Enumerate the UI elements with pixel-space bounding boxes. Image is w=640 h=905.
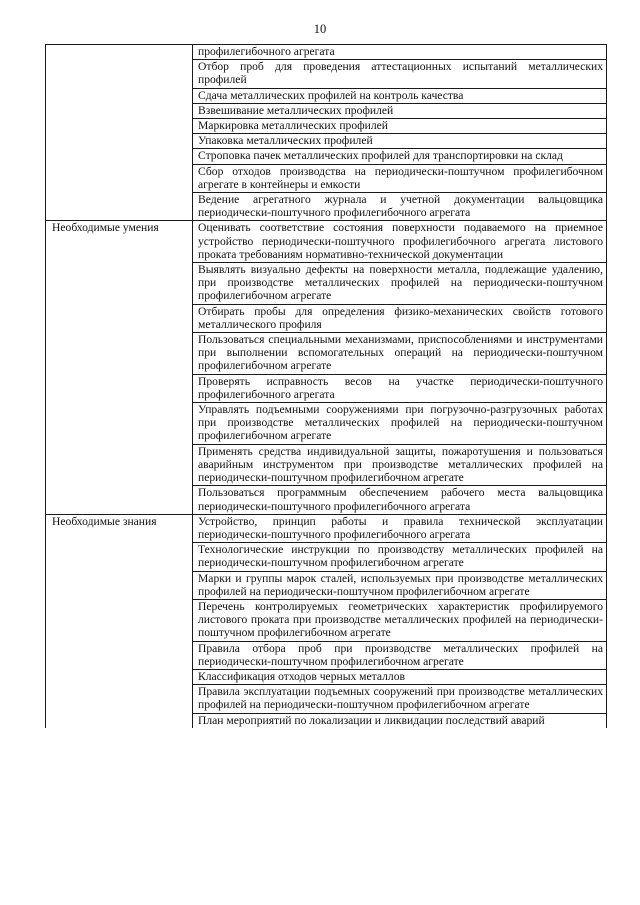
list-item: Технологические инструкции по производству металлических профилей на периодически-поштучном профилегибочном агрегате: [193, 543, 607, 571]
list-item: Перечень контролируемых геометрических характеристик профилируемого листового проката при производстве металлических профилей на периодически-поштучном профилегибочном агрегате: [193, 599, 607, 641]
list-item: Сдача металлических профилей на контроль качества: [193, 88, 607, 103]
list-item: Выявлять визуально дефекты на поверхности металла, подлежащие удалению, при производстве металлических профилей на периодически-поштучном профилегибочном агрегате: [193, 263, 607, 305]
list-item: Маркировка металлических профилей: [193, 119, 607, 134]
list-item: Классификация отходов черных металлов: [193, 669, 607, 684]
list-item: Проверять исправность весов на участке периодически-поштучного профилегибочного агрегата: [193, 374, 607, 402]
list-item: Взвешивание металлических профилей: [193, 103, 607, 118]
list-item: Устройство, принцип работы и правила технической эксплуатации периодически-поштучного профилегибочного агрегата: [193, 514, 607, 542]
list-item: Ведение агрегатного журнала и учетной документации вальцовщика периодически-поштучного профилегибочного агрегата: [193, 193, 607, 221]
list-item: Правила отбора проб при производстве металлических профилей на периодически-поштучном профилегибочном агрегате: [193, 641, 607, 669]
list-item: Управлять подъемными сооружениями при погрузочно-разгрузочных работах при производстве металлических профилей на периодически-поштучном профилегибочном агрегате: [193, 403, 607, 445]
knowledge-label: Необходимые знания: [46, 514, 193, 728]
table-row: [46, 221, 607, 263]
continuation-label-cell: [46, 45, 193, 221]
skills-label: Необходимые умения: [46, 221, 193, 514]
page-number: 10: [313, 22, 327, 36]
list-item: Пользоваться специальными механизмами, приспособлениями и инструментами при выполнении вспомогательных операций на периодически-поштучном профилегибочном агрегате: [193, 333, 607, 375]
list-item: профилегибочного агрегата: [193, 45, 607, 60]
table-row: [46, 514, 607, 542]
table-row: [46, 45, 607, 60]
requirements-table: [45, 44, 607, 728]
list-item: Сбор отходов производства на периодически-поштучном профилегибочном агрегате в контейнеры и емкости: [193, 164, 607, 192]
list-item: Пользоваться программным обеспечением рабочего места вальцовщика периодически-поштучного профилегибочного агрегата: [193, 486, 607, 514]
list-item: Правила эксплуатации подъемных сооружений при производстве металлических профилей на периодически-поштучном профилегибочном агрегате: [193, 685, 607, 713]
list-item: Отбирать пробы для определения физико-механических свойств готового металлического профиля: [193, 304, 607, 332]
list-item: Оценивать соответствие состояния поверхности подаваемого на приемное устройство периодически-поштучного профилегибочного агрегата листового проката требованиям нормативно-технической документации: [193, 221, 607, 263]
list-item: Упаковка металлических профилей: [193, 134, 607, 149]
list-item: Строповка пачек металлических профилей для транспортировки на склад: [193, 149, 607, 164]
list-item: Отбор проб для проведения аттестационных испытаний металлических профилей: [193, 60, 607, 88]
list-item: Применять средства индивидуальной защиты, пожаротушения и пользоваться аварийным инструментом при производстве металлических профилей на периодически-поштучном профилегибочном агрегате: [193, 444, 607, 486]
list-item: Марки и группы марок сталей, используемых при производстве металлических профилей на периодически-поштучном профилегибочном агрегате: [193, 571, 607, 599]
list-item: План мероприятий по локализации и ликвидации последствий аварий: [193, 713, 607, 728]
